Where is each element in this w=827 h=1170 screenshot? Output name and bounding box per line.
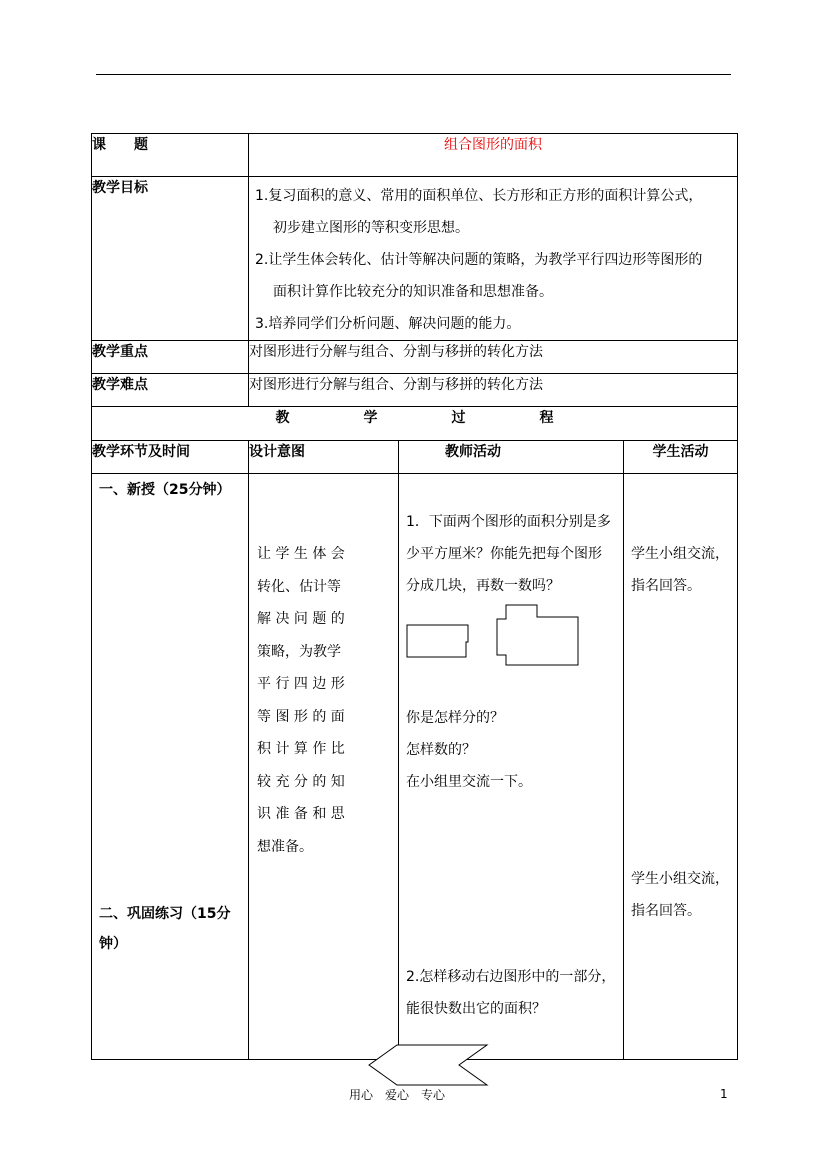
goal-label: 教学目标	[92, 177, 249, 341]
lesson-plan-table	[91, 133, 738, 1060]
row-goal	[92, 177, 738, 341]
student-line: 指名回答。	[631, 903, 701, 919]
goal-line: 2.让学生体会转化、估计等解决问题的策略，为教学平行四边形等图形的	[255, 252, 703, 268]
topic-label: 课 题	[92, 134, 249, 177]
process-char: 过	[451, 410, 466, 426]
question-2	[406, 961, 615, 1025]
intent-line: 转化、估计等	[257, 578, 341, 595]
followup-line: 在小组里交流一下。	[406, 774, 532, 790]
row-key	[92, 341, 738, 374]
lesson-title: 组合图形的面积	[249, 134, 738, 177]
l-shape-left	[407, 625, 468, 657]
difficult-content: 对图形进行分解与组合、分割与移拼的转化方法	[249, 374, 738, 407]
col-stage-header: 教学环节及时间	[92, 441, 249, 474]
row-topic	[92, 134, 738, 177]
student-answer-2	[631, 863, 729, 927]
question-1-line: 分成几块，再数一数吗？	[406, 578, 560, 594]
followup-line: 你是怎样分的？	[406, 710, 504, 726]
intent-line: 平 行 四 边 形	[257, 676, 345, 692]
stage-cell	[92, 474, 249, 1060]
goal-line: 1.复习面积的意义、常用的面积单位、长方形和正方形的面积计算公式，	[255, 188, 703, 204]
process-heading	[92, 407, 738, 441]
student-cell	[624, 474, 738, 1060]
key-content: 对图形进行分解与组合、分割与移拼的转化方法	[249, 341, 738, 374]
process-char: 教	[275, 410, 290, 426]
intent-text	[257, 538, 345, 863]
stage-2-line-1: 二、巩固练习（15分	[99, 906, 231, 922]
question-1	[406, 506, 611, 602]
student-line: 学生小组交流，	[631, 546, 729, 562]
intent-line: 较 充 分 的 知	[257, 773, 345, 790]
student-line: 学生小组交流，	[631, 871, 729, 887]
stage-1: 一、新授（25分钟）	[99, 482, 231, 498]
difficult-label: 教学难点	[92, 374, 249, 407]
process-char: 学	[363, 410, 378, 426]
question-2-line: 2.怎样移动右边图形中的一部分，	[406, 969, 616, 985]
row-body	[92, 474, 738, 1060]
goal-line: 面积计算作比较充分的知识准备和思想准备。	[273, 284, 553, 300]
process-char: 程	[539, 410, 554, 426]
intent-line: 策略，为教学	[257, 643, 341, 660]
intent-line: 解 决 问 题 的	[257, 611, 345, 627]
row-process-heading	[92, 407, 738, 441]
question-1-line: 少平方厘米？你能先把每个图形	[406, 546, 602, 562]
goal-content	[249, 177, 738, 341]
intent-line: 想准备。	[257, 838, 313, 855]
intent-cell	[249, 474, 399, 1060]
cross-shape-right	[497, 605, 578, 665]
followup-line: 怎样数的？	[406, 742, 476, 758]
intent-line: 积 计 算 作 比	[257, 741, 345, 757]
goal-line: 3.培养同学们分析问题、解决问题的能力。	[255, 316, 521, 332]
question-1-line: 1．下面两个图形的面积分别是多	[406, 514, 611, 530]
col-student-header: 学生活动	[624, 441, 738, 474]
footer-arrow-banner	[369, 1043, 489, 1087]
goal-line: 初步建立图形的等积变形思想。	[273, 220, 469, 236]
header-rule	[96, 74, 731, 75]
col-teacher-header: 教师活动	[399, 441, 624, 474]
student-line: 指名回答。	[631, 578, 701, 594]
followup-questions	[406, 702, 532, 798]
row-column-headers	[92, 441, 738, 474]
footer-motto: 用心 爱心 专心	[349, 1088, 446, 1102]
question-2-line: 能很快数出它的面积？	[406, 1001, 546, 1017]
key-label: 教学重点	[92, 341, 249, 374]
intent-line: 等 图 形 的 面	[257, 708, 345, 725]
teacher-cell	[399, 474, 624, 1060]
row-difficult	[92, 374, 738, 407]
intent-line: 让 学 生 体 会	[257, 546, 345, 562]
stage-2-line-2: 钟）	[99, 936, 127, 952]
intent-line: 识 准 备 和 思	[257, 806, 345, 822]
col-intent-header: 设计意图	[249, 441, 399, 474]
student-answer-1	[631, 538, 729, 602]
composite-shapes-figure	[406, 605, 576, 675]
page-number: 1	[720, 1087, 728, 1101]
